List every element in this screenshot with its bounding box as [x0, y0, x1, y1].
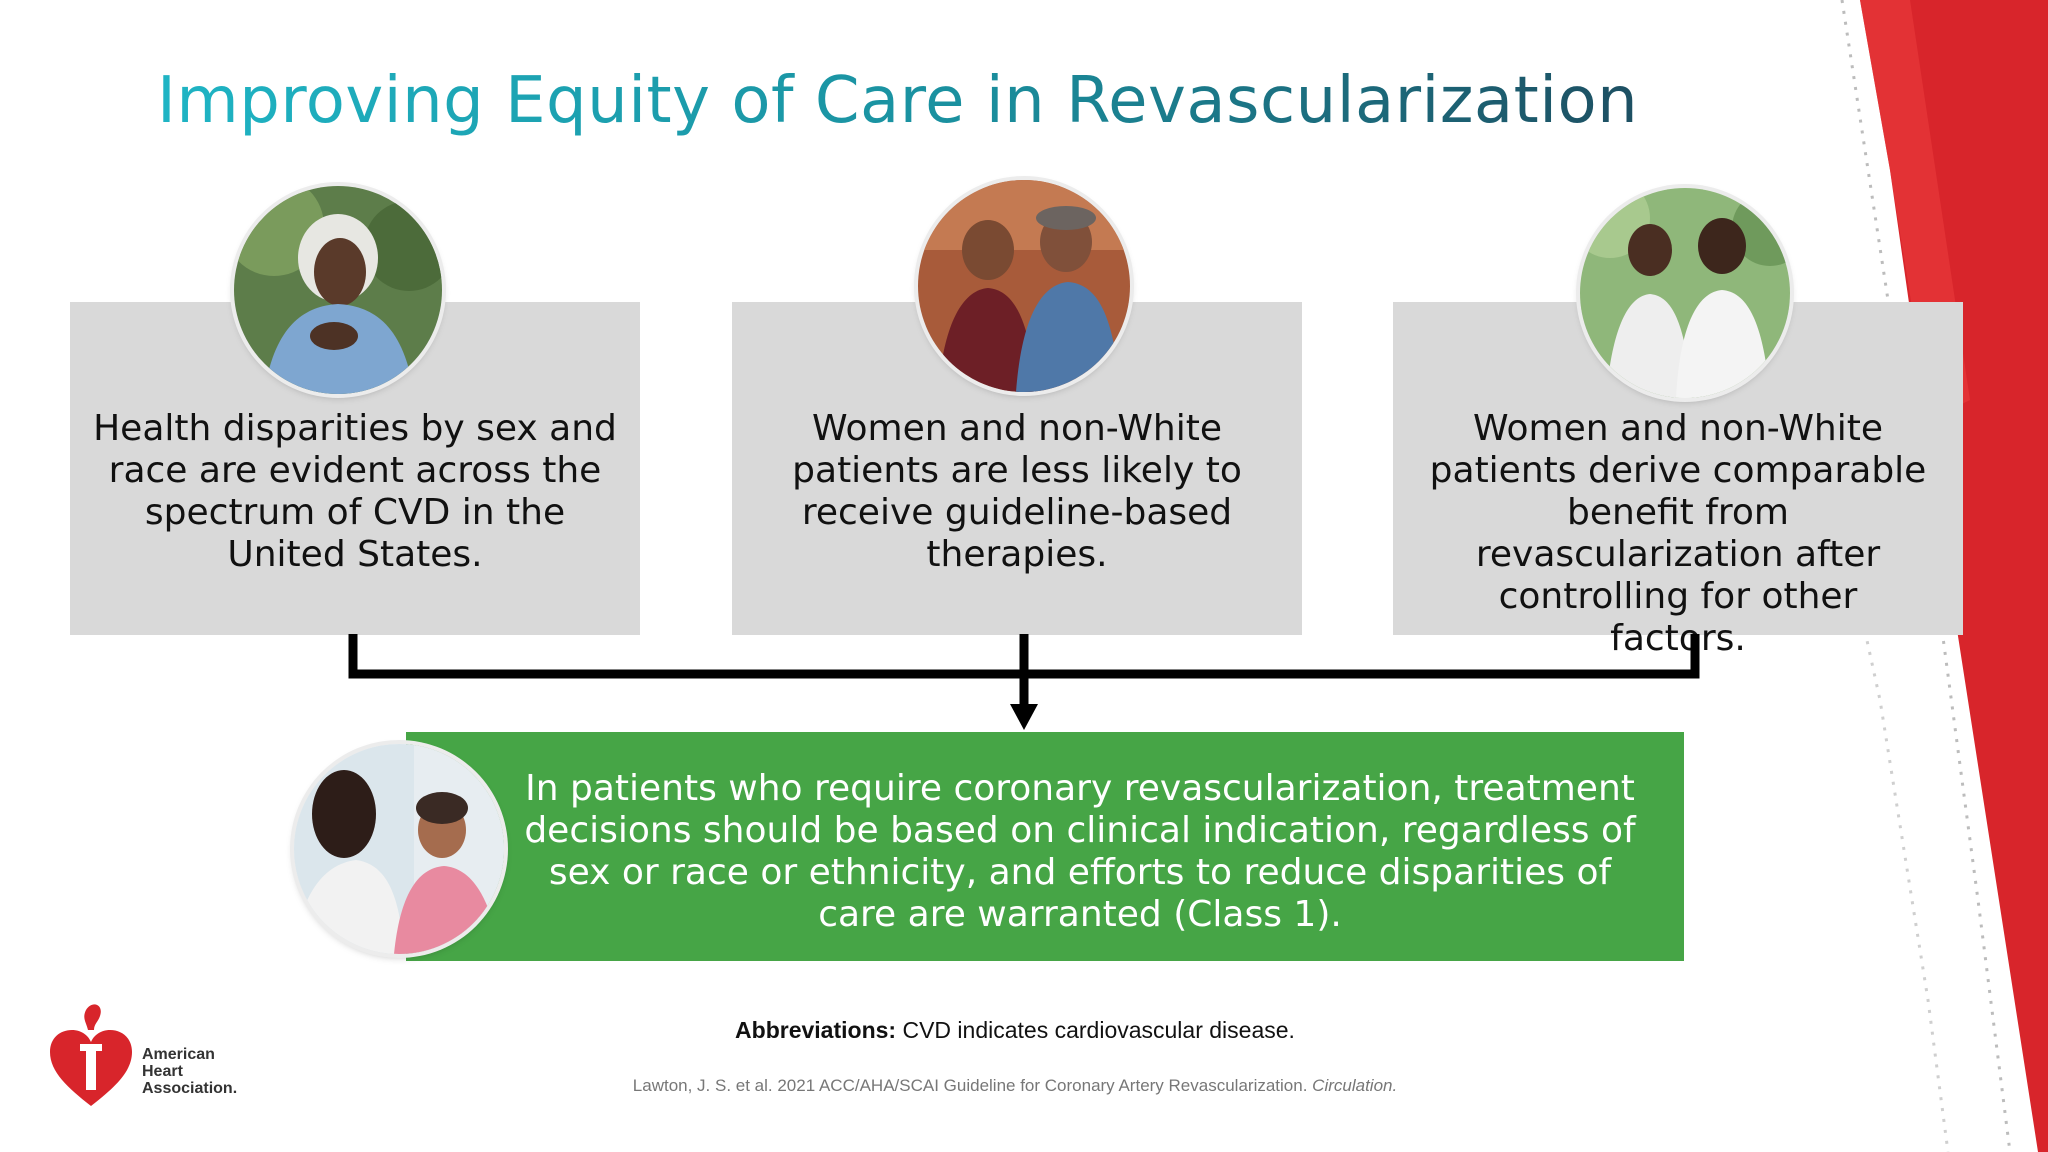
- panel-text: Health disparities by sex and race are evident across the spectrum of CVD in the United States.: [93, 408, 617, 575]
- logo-line-1: American: [142, 1046, 215, 1063]
- citation-text: Lawton, J. S. et al. 2021 ACC/AHA/SCAI Guideline for Coronary Artery Revascularization.: [632, 1076, 1308, 1095]
- abbreviations: [0, 1017, 2030, 1044]
- citation: [0, 1076, 2030, 1096]
- abbreviations-label: Abbreviations:: [735, 1017, 897, 1043]
- abbreviations-text: CVD indicates cardiovascular disease.: [902, 1017, 1295, 1043]
- connector-arrow: [340, 632, 1710, 732]
- doctor-patient-photo: [294, 744, 504, 954]
- aha-logo-text: [142, 1046, 237, 1097]
- logo-line-3: Association.: [142, 1080, 238, 1097]
- mother-daughter-photo: [1580, 188, 1790, 398]
- woman-chest-pain-photo: [234, 186, 442, 394]
- panel-text: Women and non-White patients derive comparable benefit from revascularization after controlling for other factors.: [1429, 408, 1927, 659]
- aha-heart-torch-logo: [48, 1000, 134, 1108]
- recommendation-box: [406, 732, 1684, 961]
- panel-text: Women and non-White patients are less likely to receive guideline-based therapies.: [792, 408, 1242, 575]
- citation-journal: Circulation.: [1312, 1076, 1398, 1095]
- slide-title: Improving Equity of Care in Revascularization: [157, 64, 1639, 138]
- couple-photo: [918, 180, 1130, 392]
- logo-line-2: Heart: [142, 1063, 183, 1080]
- recommendation-text: In patients who require coronary revascularization, treatment decisions should be based on clinical indication, regardless of sex or race or ethnicity, and efforts to reduce disparities of care are warranted (Class 1).: [524, 768, 1636, 935]
